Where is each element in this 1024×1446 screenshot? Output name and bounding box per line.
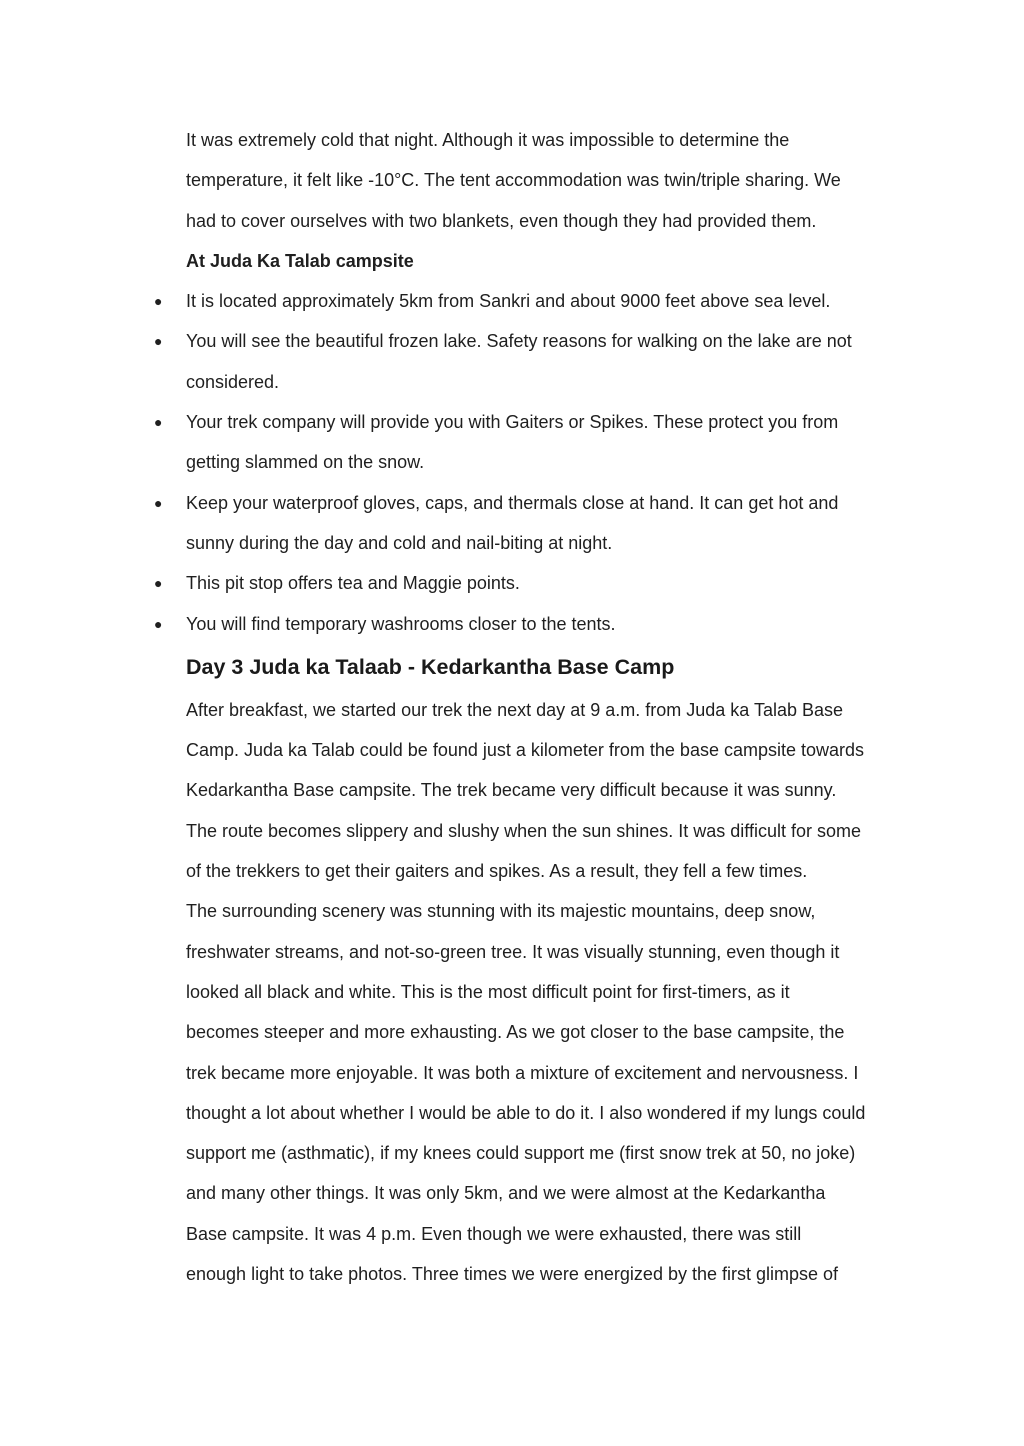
text-line: Base campsite. It was 4 p.m. Even though we were exhausted, there was still <box>186 1223 802 1244</box>
text-line: support me (asthmatic), if my knees could support me (first snow trek at 50, no joke) <box>186 1143 856 1164</box>
bullet-item <box>154 604 906 644</box>
text-line: becomes steeper and more exhausting. As we got closer to the base campsite, the <box>186 1022 845 1043</box>
text-line: The surrounding scenery was stunning with its majestic mountains, deep snow, <box>186 901 816 922</box>
bullet-icon: ● <box>154 333 163 350</box>
campsite-subheading: At Juda Ka Talab campsite <box>186 250 414 271</box>
bullet-icon: ● <box>154 414 163 431</box>
day-3-heading: Day 3 Juda ka Talaab - Kedarkantha Base Camp <box>186 654 675 679</box>
bullet-text: getting slammed on the snow. <box>186 452 425 473</box>
bullet-item-continuation <box>186 362 906 402</box>
text-line: thought a lot about whether I would be able to do it. I also wondered if my lungs could <box>186 1102 866 1123</box>
bullet-icon: ● <box>154 575 163 592</box>
text-line: temperature, it felt like -10°C. The tent accommodation was twin/triple sharing. We <box>186 170 841 191</box>
bullet-item <box>154 483 906 523</box>
bullet-item <box>154 402 906 442</box>
bullet-text: This pit stop offers tea and Maggie points. <box>186 573 520 594</box>
bullet-item <box>154 563 906 603</box>
text-line: trek became more enjoyable. It was both a mixture of excitement and nervousness. I <box>186 1062 859 1083</box>
bullet-text: You will find temporary washrooms closer to the tents. <box>186 613 616 634</box>
text-line: of the trekkers to get their gaiters and spikes. As a result, they fell a few times. <box>186 861 808 882</box>
text-line: After breakfast, we started our trek the next day at 9 a.m. from Juda ka Talab Base <box>186 699 843 720</box>
bullet-item-continuation <box>186 442 906 482</box>
text-line: looked all black and white. This is the most difficult point for first-timers, as it <box>186 981 790 1002</box>
text-line: freshwater streams, and not-so-green tree. It was visually stunning, even though it <box>186 941 840 962</box>
bullet-icon: ● <box>154 615 163 632</box>
bullet-icon: ● <box>154 293 163 310</box>
text-line: and many other things. It was only 5km, and we were almost at the Kedarkantha <box>186 1183 826 1204</box>
bullet-text: You will see the beautiful frozen lake. Safety reasons for walking on the lake are not <box>186 331 852 352</box>
text-line: Camp. Juda ka Talab could be found just a kilometer from the base campsite towards <box>186 740 865 761</box>
document-body <box>154 120 906 1294</box>
campsite-bullet-list <box>154 281 906 644</box>
bullet-text: It is located approximately 5km from Sankri and about 9000 feet above sea level. <box>186 291 831 312</box>
bullet-item <box>154 281 906 321</box>
day-3-paragraph-1 <box>186 690 906 891</box>
day-3-paragraph-2 <box>186 891 906 1294</box>
bullet-item <box>154 321 906 361</box>
bullet-item-continuation <box>186 523 906 563</box>
bullet-text: considered. <box>186 371 280 392</box>
bullet-text: sunny during the day and cold and nail-biting at night. <box>186 532 613 553</box>
bullet-text: Keep your waterproof gloves, caps, and thermals close at hand. It can get hot and <box>186 492 839 513</box>
text-line: It was extremely cold that night. Although it was impossible to determine the <box>186 130 790 150</box>
bullet-icon: ● <box>154 494 163 511</box>
text-line: Kedarkantha Base campsite. The trek became very difficult because it was sunny. <box>186 780 837 801</box>
text-line: enough light to take photos. Three times we were energized by the first glimpse of <box>186 1264 839 1285</box>
text-line: had to cover ourselves with two blankets, even though they had provided them. <box>186 210 817 231</box>
intro-paragraph <box>186 120 906 241</box>
text-line: The route becomes slippery and slushy when the sun shines. It was difficult for some <box>186 820 862 841</box>
bullet-text: Your trek company will provide you with Gaiters or Spikes. These protect you from <box>186 412 839 433</box>
